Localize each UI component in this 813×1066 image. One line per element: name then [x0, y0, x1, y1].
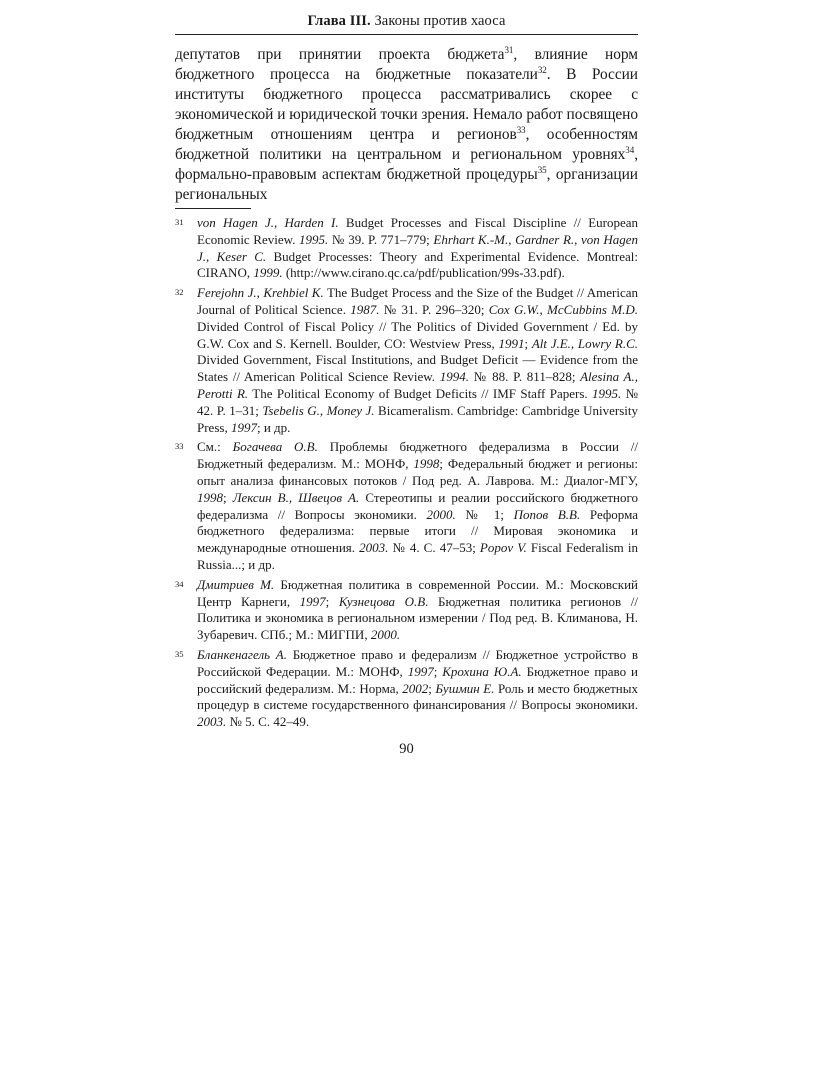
footnote-ref: 32: [537, 64, 547, 75]
citation-italic: 1991: [498, 335, 525, 351]
citation-text: ;: [524, 335, 532, 351]
citation-text: № 1;: [455, 506, 514, 522]
citation-italic: Кузнецова О.В.: [338, 593, 429, 609]
footnote-number: 33: [175, 441, 184, 452]
footnote-ref: 31: [504, 44, 514, 55]
citation-italic: Alt J.E., Lowry R.C.: [531, 335, 638, 351]
citation-italic: Cox G.W., McCubbins M.D.: [488, 301, 638, 317]
citation-text: ;: [325, 593, 339, 609]
citation-text: ; и др.: [256, 419, 291, 435]
citation-italic: Богачева О.В.: [232, 439, 318, 455]
footnote-ref: 34: [625, 144, 635, 155]
citation-italic: 2003.: [197, 714, 227, 730]
citation-text: Бюджетная политика в современной России. М.: Московский Центр Карнеги,: [197, 576, 638, 609]
citation-italic: 1995.: [299, 231, 329, 247]
citation-italic: 1997: [230, 419, 257, 435]
citation-italic: 1987.: [350, 301, 380, 317]
footnote-34: [175, 577, 638, 644]
footnote-number: 35: [175, 648, 184, 659]
citation-italic: 1997: [407, 663, 434, 679]
citation-italic: 2003.: [359, 540, 389, 556]
citation-text: Bicameralism. Cambridge: Cambridge University Press,: [197, 402, 638, 435]
citation-text: ; Федеральный бюджет и регионы: опыт анализа финансовых потоков / Под ред. А. Лаврова. М.: Диалог-МГУ,: [197, 456, 638, 488]
citation-italic: Tsebelis G., Money J.: [262, 402, 375, 418]
citation-text: ;: [223, 489, 233, 505]
chapter-number: Глава III.: [307, 13, 371, 29]
citation-text: (http://www.cirano.qc.ca/pdf/publication/99s-33.pdf).: [282, 265, 565, 281]
citation-italic: Popov V.: [479, 540, 527, 556]
citation-italic: 1994.: [439, 369, 469, 385]
footnote-text: [197, 215, 638, 282]
footnote-ref: 35: [537, 164, 547, 175]
running-header: [175, 10, 638, 35]
citation-italic: Ehrhart K.-M., Gardner R., von Hagen J., Keser C.: [197, 231, 639, 264]
citation-text: ;: [433, 663, 443, 679]
citation-italic: 1997: [299, 593, 326, 609]
citation-text: Budget Processes: Theory and Experimental Evidence. Montreal: CIRANO,: [197, 248, 638, 281]
citation-italic: 1998: [413, 456, 440, 472]
footnote-text: [197, 647, 638, 731]
citation-text: The Budget Process and the Size of the Budget // American Journal of Political Science.: [197, 285, 638, 317]
citation-italic: Alesina A., Perotti R.: [197, 369, 638, 401]
footnote-text: [197, 285, 638, 436]
footnote-35: [175, 647, 638, 731]
text-run: депутатов при принятии проекта бюджета: [175, 46, 505, 63]
footnote-number: 34: [175, 578, 184, 589]
footnote-number: 31: [175, 217, 184, 227]
citation-italic: Бушмин Е.: [435, 680, 495, 696]
chapter-title: Законы против хаоса: [374, 13, 506, 29]
citation-text: Бюджетное право и российский федерализм. М.: Норма,: [197, 663, 638, 696]
footnote-31: [175, 215, 638, 282]
citation-text: № 39. P. 771–779;: [328, 231, 434, 247]
citation-text: № 88. P. 811–828;: [468, 369, 581, 385]
book-page: [175, 10, 638, 758]
citation-italic: 2000.: [370, 627, 401, 643]
citation-text: № 5. С. 42–49.: [226, 714, 310, 730]
citation-text: Fiscal Federalism in Russia...; и др.: [197, 540, 638, 572]
text-run: , формально-правовым аспектам бюджетной процедуры: [175, 146, 638, 183]
citation-text: № 31. P. 296–320;: [379, 301, 489, 317]
citation-italic: Попов В.В.: [513, 506, 581, 522]
citation-italic: Ferejohn J., Krehbiel K.: [197, 285, 324, 301]
citation-text: № 42. P. 1–31;: [197, 385, 638, 418]
citation-text: № 4. С. 47–53;: [388, 540, 480, 556]
citation-italic: von Hagen J., Harden I.: [197, 215, 339, 230]
citation-italic: Бланкенагель А.: [197, 646, 287, 662]
citation-italic: 1998: [197, 489, 223, 505]
citation-italic: Лексин В., Швецов А.: [232, 489, 360, 505]
citation-text: Бюджетное право и федерализм // Бюджетное устройство в Российской Федерации. М.: МОНФ,: [197, 646, 638, 679]
text-run: . В России институты бюджетного процесса рассматривались скорее с экономической и юридической точки зрения. Немало работ посвящено бюджетным отношениям центра и регионов: [175, 66, 638, 143]
text-run: , организации региональных: [175, 166, 638, 203]
main-text: [175, 45, 638, 205]
citation-text: Бюджетная политика регионов // Политика и экономика в региональном измерении / Под ред. В. Климанова, Н. Зубаревич. СПб.; М.: МИГПИ,: [197, 593, 638, 643]
citation-text: См.:: [197, 439, 233, 455]
footnote-33: [175, 439, 638, 573]
citation-text: Проблемы бюджетного федерализма в России // Бюджетный федерализм. М.: МОНФ,: [197, 439, 638, 472]
footnote-text: [197, 577, 638, 644]
citation-italic: 2000.: [426, 506, 456, 522]
footnote-32: [175, 285, 638, 436]
footnote-text: [197, 439, 638, 573]
citation-italic: Дмитриев М.: [197, 576, 275, 592]
citation-italic: Крохина Ю.А.: [442, 663, 522, 679]
footnote-number: 32: [175, 287, 184, 298]
citation-italic: 1999.: [253, 265, 283, 281]
citation-text: Divided Control of Fiscal Policy // The Politics of Divided Government / Ed. by G.W. Cox and S. Kernell. Boulder, CO: Westview Press,: [197, 318, 638, 351]
citation-text: Budget Processes and Fiscal Discipline // European Economic Review.: [197, 215, 638, 247]
citation-italic: 2002: [402, 680, 429, 696]
citation-text: Реформа бюджетного федерализма: первые итоги // Мировая экономика и международные отношения.: [197, 506, 639, 556]
footnote-ref: 33: [516, 124, 526, 135]
citation-text: Стереотипы и реалии российского бюджетного федерализма // Вопросы экономики.: [197, 489, 638, 522]
citation-text: Роль и место бюджетных процедур в системе государственного финансирования // Вопросы экономики.: [197, 680, 638, 713]
footnote-separator: [175, 208, 251, 209]
citation-text: ;: [428, 680, 436, 696]
text-run: , особенностям бюджетной политики на центральном и региональном уровнях: [175, 126, 638, 163]
citation-text: The Political Economy of Budget Deficits // IMF Staff Papers.: [248, 385, 592, 401]
text-run: , влияние норм бюджетного процесса на бюджетные показатели: [175, 46, 638, 83]
page-number: 90: [399, 740, 414, 757]
citation-text: Divided Government, Fiscal Institutions, and Budget Deficit — Evidence from the States // American Political Science Review.: [197, 352, 638, 385]
citation-italic: 1995.: [591, 385, 622, 401]
